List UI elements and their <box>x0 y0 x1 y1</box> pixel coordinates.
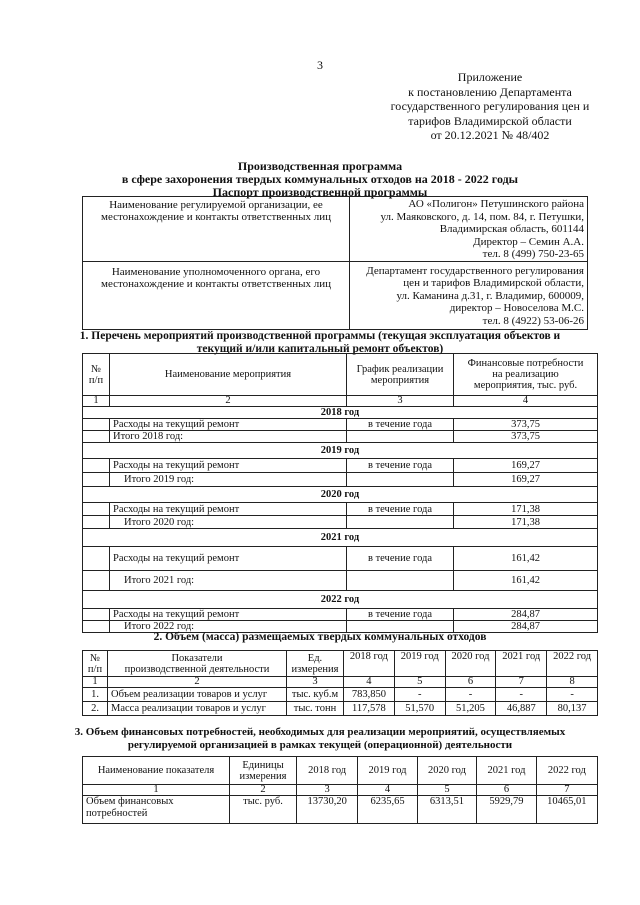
text-line: измерения <box>239 770 287 782</box>
col-number: 6 <box>445 677 496 688</box>
table-header-row <box>83 354 598 396</box>
finance-table <box>82 756 598 824</box>
row-value: 6313,51 <box>417 796 476 824</box>
text-line: директор – Новоселова М.С. <box>449 302 584 314</box>
cell-empty <box>83 609 110 621</box>
total-label: Итого 2021 год: <box>110 571 347 591</box>
title-line: 1. Перечень мероприятий производственной программы (текущая эксплуатация объектов и <box>79 330 561 342</box>
cell-empty <box>83 459 110 473</box>
text-line: местонахождение и контакты ответственных лиц <box>101 277 331 290</box>
header-unit <box>287 651 344 677</box>
row-value: 117,578 <box>344 702 395 716</box>
text-line: Департамент государственного регулирования <box>366 264 584 277</box>
item-schedule: в течение года <box>347 609 454 621</box>
col-number: 4 <box>358 785 417 796</box>
row-num: 2. <box>83 702 108 716</box>
row-value: 10465,01 <box>536 796 597 824</box>
col-number: 4 <box>454 396 598 407</box>
header-year: 2020 год <box>417 757 476 785</box>
year-label: 2021 год <box>83 529 598 547</box>
row-value: 783,850 <box>344 688 395 702</box>
row-value: 51,205 <box>445 702 496 716</box>
text-line: ул. Каманина д.31, г. Владимир, 600009, <box>396 289 584 302</box>
column-number-row <box>83 785 598 796</box>
total-value: 169,27 <box>454 473 598 487</box>
header-year: 2020 год <box>445 651 496 677</box>
col-number: 1 <box>83 785 230 796</box>
row-name <box>83 796 230 824</box>
total-value: 161,42 <box>454 571 598 591</box>
total-label: Итого 2020 год: <box>110 516 347 529</box>
section3-title <box>0 726 640 752</box>
col-number: 2 <box>230 785 297 796</box>
year-label: 2019 год <box>83 443 598 459</box>
passport-value <box>350 197 588 262</box>
year-row <box>83 487 598 503</box>
col-number: 8 <box>547 677 598 688</box>
year-row <box>83 529 598 547</box>
appendix-block <box>370 70 610 143</box>
cell-empty <box>83 571 110 591</box>
year-label: 2022 год <box>83 591 598 609</box>
col-number: 1 <box>83 677 108 688</box>
table-row <box>83 702 598 716</box>
total-label: Итого 2019 год: <box>110 473 347 487</box>
text-line: Наименование регулируемой организации, ее <box>109 199 323 211</box>
table-header-row <box>83 757 598 785</box>
cell-empty <box>347 473 454 487</box>
cell-empty <box>83 431 110 443</box>
row-value: 13730,20 <box>297 796 358 824</box>
item-name: Расходы на текущий ремонт <box>110 547 347 571</box>
total-value: 284,87 <box>454 621 598 633</box>
year-label: 2020 год <box>83 487 598 503</box>
row-value: 80,137 <box>547 702 598 716</box>
item-value: 171,38 <box>454 503 598 516</box>
year-label: 2018 год <box>83 407 598 419</box>
cell-empty <box>83 419 110 431</box>
row-name: Масса реализации товаров и услуг <box>108 702 287 716</box>
title-line: текущий и/или капитальный ремонт объектов) <box>196 343 444 355</box>
total-value: 171,38 <box>454 516 598 529</box>
text-line: производственной деятельности <box>124 663 270 675</box>
table-row <box>83 609 598 621</box>
text-line: Наименование уполномоченного органа, его <box>111 265 321 278</box>
text-line: тел. 8 (499) 750-23-65 <box>482 248 584 260</box>
passport-row <box>83 261 588 329</box>
table-row <box>83 503 598 516</box>
appendix-line: от 20.12.2021 № 48/402 <box>430 128 550 142</box>
cell-empty <box>347 571 454 591</box>
item-value: 284,87 <box>454 609 598 621</box>
appendix-line: к постановлению Департамента <box>408 84 572 99</box>
col-number: 2 <box>110 396 347 407</box>
row-value: - <box>496 688 547 702</box>
volume-table <box>82 650 598 716</box>
column-number-row <box>83 677 598 688</box>
document-title <box>0 160 640 199</box>
col-number: 6 <box>477 785 536 796</box>
total-label: Итого 2022 год: <box>110 621 347 633</box>
title-line: регулируемой организацией в рамках текущей (операционной) деятельности <box>127 739 513 751</box>
col-number: 1 <box>83 396 110 407</box>
cell-empty <box>347 516 454 529</box>
cell-empty <box>83 547 110 571</box>
table-header-row <box>83 651 598 677</box>
text-line: Владимирская область, 601144 <box>439 223 584 235</box>
item-schedule: в течение года <box>347 459 454 473</box>
text-line: Ед. <box>307 652 323 664</box>
text-line: мероприятия, тыс. руб. <box>473 380 578 391</box>
text-line: цен и тарифов Владимирской области, <box>403 277 584 289</box>
passport-label <box>83 261 350 329</box>
header-num <box>83 651 108 677</box>
text-line: № <box>90 363 102 375</box>
header-year: 2019 год <box>358 757 417 785</box>
table-row <box>83 688 598 702</box>
text-line: измерения <box>291 663 339 675</box>
text-line: № <box>89 652 101 664</box>
text-line: тел. 8 (4922) 53-06-26 <box>482 314 584 327</box>
item-schedule: в течение года <box>347 547 454 571</box>
cell-empty <box>83 516 110 529</box>
page-number: 3 <box>317 58 323 72</box>
total-row <box>83 473 598 487</box>
table-row <box>83 419 598 431</box>
item-name: Расходы на текущий ремонт <box>110 503 347 516</box>
row-num: 1. <box>83 688 108 702</box>
row-value: 5929,79 <box>477 796 536 824</box>
activities-table <box>82 353 598 633</box>
row-value: 6235,65 <box>358 796 417 824</box>
appendix-line: государственного регулирования цен и <box>390 99 590 113</box>
text-line: местонахождение и контакты ответственных лиц <box>101 211 331 223</box>
text-line: на реализацию <box>492 369 559 380</box>
passport-row <box>83 197 588 262</box>
header-year: 2022 год <box>536 757 597 785</box>
item-value: 161,42 <box>454 547 598 571</box>
appendix-line: Приложение <box>457 70 523 84</box>
text-line: п/п <box>87 663 103 675</box>
row-name: Объем реализации товаров и услуг <box>108 688 287 702</box>
col-number: 4 <box>344 677 395 688</box>
title-line: Паспорт производственной программы <box>212 185 428 199</box>
text-line: Показатели <box>171 652 223 664</box>
text-line: Объем финансовых <box>86 796 174 807</box>
section2-title: 2. Объем (масса) размещаемых твердых коммунальных отходов <box>153 631 487 643</box>
col-number: 3 <box>297 785 358 796</box>
text-line: АО «Полигон» Петушинского района <box>408 198 584 210</box>
total-row <box>83 571 598 591</box>
text-line: Директор – Семин А.А. <box>473 235 584 248</box>
item-value: 169,27 <box>454 459 598 473</box>
header-year: 2019 год <box>394 651 445 677</box>
passport-table <box>82 196 588 330</box>
header-finance <box>454 354 598 396</box>
table-row <box>83 796 598 824</box>
item-name: Расходы на текущий ремонт <box>110 419 347 431</box>
year-row <box>83 407 598 419</box>
header-name <box>108 651 287 677</box>
col-number: 5 <box>417 785 476 796</box>
year-row <box>83 591 598 609</box>
title-line: Производственная программа <box>237 159 403 173</box>
row-unit: тыс. руб. <box>230 796 297 824</box>
row-value: - <box>445 688 496 702</box>
header-year: 2021 год <box>477 757 536 785</box>
header-year: 2021 год <box>496 651 547 677</box>
row-value: 46,887 <box>496 702 547 716</box>
header-year: 2022 год <box>547 651 598 677</box>
passport-value <box>350 261 588 329</box>
item-schedule: в течение года <box>347 419 454 431</box>
total-row <box>83 516 598 529</box>
text-line: ул. Маяковского, д. 14, пом. 84, г. Петушки, <box>380 210 584 223</box>
item-schedule: в течение года <box>347 503 454 516</box>
header-schedule <box>347 354 454 396</box>
header-name: Наименование показателя <box>83 757 230 785</box>
total-value: 373,75 <box>454 431 598 443</box>
row-unit: тыс. куб.м <box>287 688 344 702</box>
text-line: Финансовые потребности <box>467 358 584 369</box>
col-number: 3 <box>347 396 454 407</box>
total-label: Итого 2018 год: <box>110 431 347 443</box>
text-line: График реализации <box>356 363 444 375</box>
text-line: потребностей <box>86 808 148 819</box>
header-unit <box>230 757 297 785</box>
header-year: 2018 год <box>344 651 395 677</box>
title-line: 3. Объем финансовых потребностей, необходимых для реализации мероприятий, осуществляемых <box>74 726 566 738</box>
header-name: Наименование мероприятия <box>110 354 347 396</box>
appendix-line: тарифов Владимирской области <box>408 113 572 128</box>
table-row <box>83 459 598 473</box>
year-row <box>83 443 598 459</box>
title-line: в сфере захоронения твердых коммунальных отходов на 2018 - 2022 годы <box>121 172 519 186</box>
total-row <box>83 431 598 443</box>
text-line: Единицы <box>242 759 284 771</box>
col-number: 3 <box>287 677 344 688</box>
text-line: мероприятия <box>370 374 430 386</box>
row-value: - <box>394 688 445 702</box>
cell-empty <box>347 431 454 443</box>
passport-label <box>83 197 350 262</box>
col-number: 2 <box>108 677 287 688</box>
col-number: 7 <box>496 677 547 688</box>
column-number-row <box>83 396 598 407</box>
row-value: - <box>547 688 598 702</box>
text-line: п/п <box>88 374 104 386</box>
col-number: 7 <box>536 785 597 796</box>
cell-empty <box>83 473 110 487</box>
table-row <box>83 547 598 571</box>
header-num <box>83 354 110 396</box>
item-name: Расходы на текущий ремонт <box>110 459 347 473</box>
col-number: 5 <box>394 677 445 688</box>
row-unit: тыс. тонн <box>287 702 344 716</box>
row-value: 51,570 <box>394 702 445 716</box>
item-name: Расходы на текущий ремонт <box>110 609 347 621</box>
item-value: 373,75 <box>454 419 598 431</box>
cell-empty <box>83 503 110 516</box>
header-year: 2018 год <box>297 757 358 785</box>
